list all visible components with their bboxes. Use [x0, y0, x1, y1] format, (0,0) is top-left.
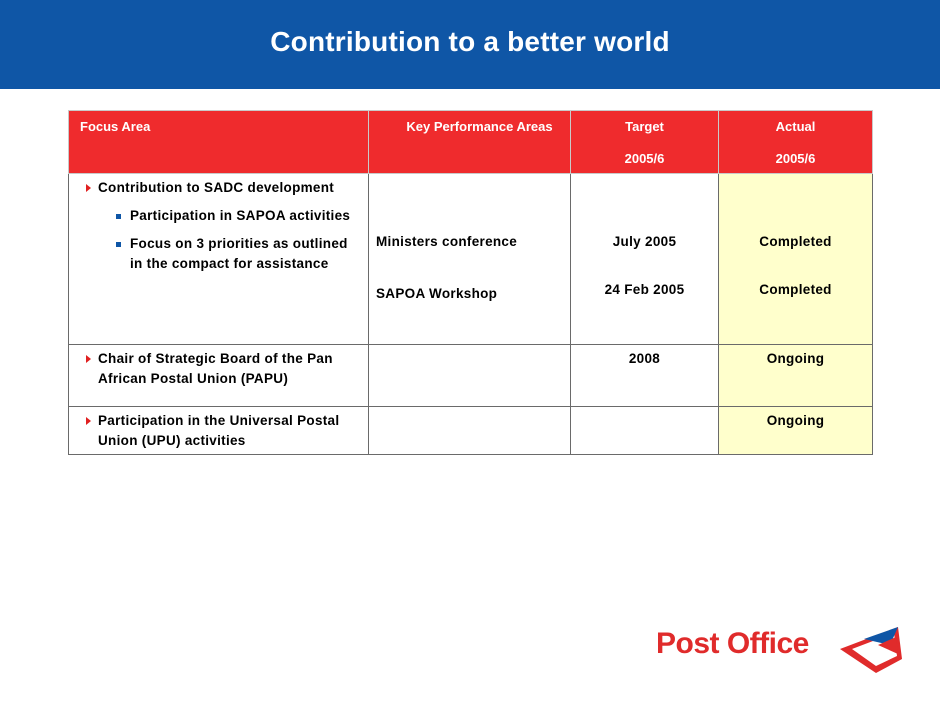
arrow-bullet-icon	[86, 184, 91, 192]
header-focus-area: Focus Area	[69, 111, 369, 174]
focus-cell	[69, 345, 369, 407]
kpa-cell	[369, 407, 571, 455]
sub-focus-text: Participation in SAPOA activities	[130, 208, 351, 223]
actual-cell	[719, 174, 873, 345]
logo-text: Post Office	[656, 627, 809, 660]
focus-text: Participation in the Universal Postal Union (UPU) activities	[98, 413, 340, 448]
table-row	[69, 407, 873, 455]
kpa-text: SAPOA Workshop	[376, 286, 498, 301]
header-target-label: Target	[625, 119, 664, 134]
square-bullet-icon	[116, 214, 121, 219]
target-cell	[571, 174, 719, 345]
actual-cell	[719, 345, 873, 407]
table-row	[69, 345, 873, 407]
focus-text: Chair of Strategic Board of the Pan African Postal Union (PAPU)	[98, 351, 333, 386]
arrow-bullet-icon	[86, 355, 91, 363]
header-target	[571, 111, 719, 174]
target-cell	[571, 407, 719, 455]
kpa-cell	[369, 345, 571, 407]
actual-text: Ongoing	[766, 413, 825, 428]
actual-text: Ongoing	[766, 351, 825, 366]
arrow-bullet-icon	[86, 417, 91, 425]
kpa-text: Ministers conference	[376, 234, 518, 249]
actual-text: Completed	[759, 282, 832, 297]
header-actual-period: 2005/6	[775, 151, 816, 166]
focus-cell	[69, 174, 369, 345]
sub-focus-text: Focus on 3 priorities as outlined in the compact for assistance	[130, 236, 348, 271]
header-actual	[719, 111, 873, 174]
target-cell	[571, 345, 719, 407]
target-text: 24 Feb 2005	[604, 282, 685, 297]
header-kpa: Key Performance Areas	[369, 111, 571, 174]
actual-text: Completed	[759, 234, 832, 249]
square-bullet-icon	[116, 242, 121, 247]
actual-cell	[719, 407, 873, 455]
table-row	[69, 174, 873, 345]
focus-cell	[69, 407, 369, 455]
kpi-table	[68, 110, 873, 455]
target-text: July 2005	[612, 234, 677, 249]
kpa-cell	[369, 174, 571, 345]
header-actual-label: Actual	[775, 119, 816, 134]
table-header-row	[69, 111, 873, 174]
header-target-period: 2005/6	[624, 151, 665, 166]
page-title: Contribution to a better world	[270, 26, 670, 57]
post-office-logo	[656, 623, 906, 679]
post-office-envelope-logo-icon	[838, 623, 906, 675]
target-text: 2008	[628, 351, 661, 366]
focus-text: Contribution to SADC development	[98, 180, 335, 195]
